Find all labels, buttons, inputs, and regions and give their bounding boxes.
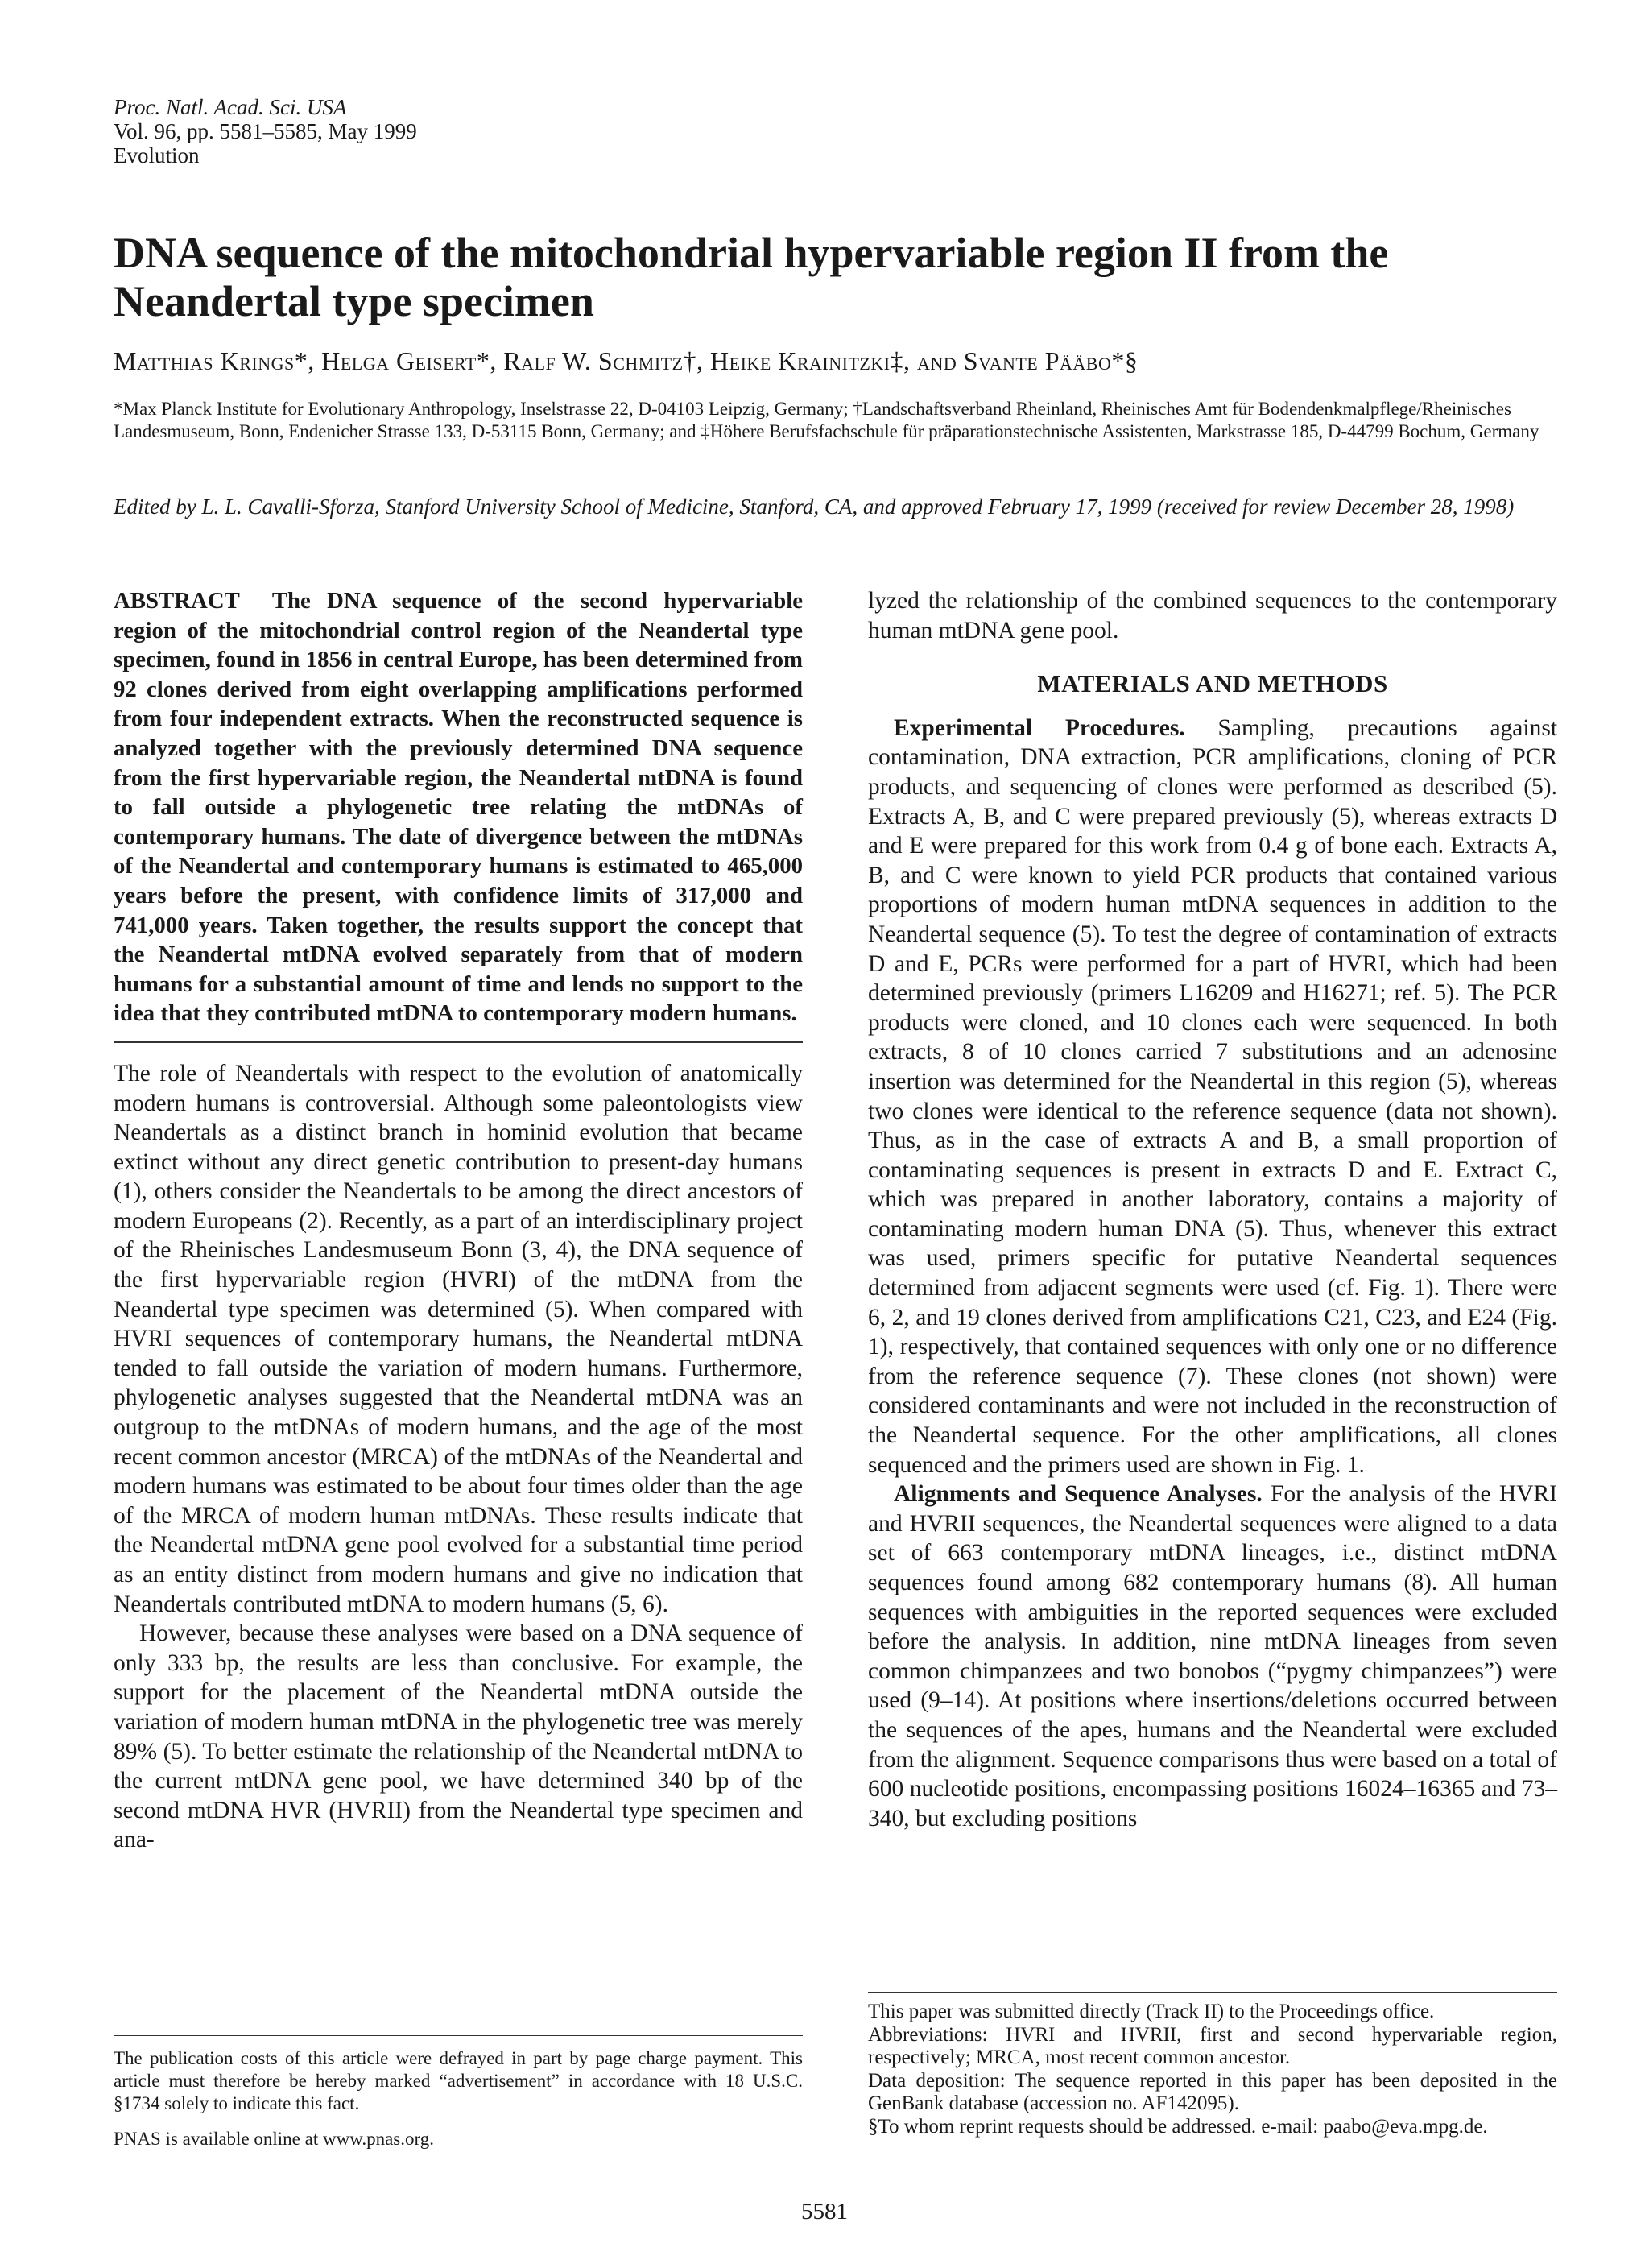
left-footnotes: [114, 2035, 803, 2163]
alignments-label: Alignments and Sequence Analyses.: [894, 1481, 1263, 1508]
publication-costs-note: The publication costs of this article were defrayed in part by page charge payment. This article must therefore be hereby marked “advertisement” in accordance with 18 U.S.C. §1734 solely to indicate this fact.: [114, 2048, 803, 2113]
intro-paragraph-2: However, because these analyses were based on a DNA sequence of only 333 bp, the results are less than conclusive. For example, the support for the placement of the Neandertal mtDNA outside the variation of modern human mtDNA in the phylogenetic tree was merely 89% (5). To better estimate the relationship of the Neandertal mtDNA to the current mtDNA gene pool, we have determined 340 bp of the second mtDNA HVR (HVRII) from the Neandertal type specimen and ana-: [114, 1620, 803, 1853]
experimental-procedures-label: Experimental Procedures.: [894, 714, 1185, 741]
volume-line: Vol. 96, pp. 5581–5585, May 1999: [114, 119, 417, 143]
edited-by: Edited by L. L. Cavalli-Sforza, Stanford University School of Medicine, Stanford, CA, and approved February 17, 1999 (received for review December 28, 1998): [114, 495, 1515, 519]
footnote-rule: [868, 1992, 1557, 1993]
abbreviations-note: Abbreviations: HVRI and HVRII, first and second hypervariable region, respectively; MRCA, most recent common ancestor.: [868, 2023, 1557, 2068]
page-number: 5581: [801, 2199, 848, 2225]
paper-title: DNA sequence of the mitochondrial hypervariable region II from the Neandertal type specimen: [114, 229, 1389, 325]
alignments-paragraph: [868, 1480, 1557, 1833]
intro-paragraph-1: The role of Neandertals with respect to the evolution of anatomically modern humans is controversial. Although some paleontologists view Neandertals as a distinct branch in hominid evolution that became extinct without any direct genetic contribution to present-day humans (1), others consider the Neandertals to be among the direct ancestors of modern Europeans (2). Recently, as a part of an interdisciplinary project of the Rheinisches Landesmuseum Bonn (3, 4), the DNA sequence of the first hypervariable region (HVRI) of the mtDNA from the Neandertal type specimen was determined (5). When compared with HVRI sequences of contemporary humans, the Neandertal mtDNA tended to fall outside the variation of modern humans. Furthermore, phylogenetic analyses suggested that the Neandertal mtDNA was an outgroup to the mtDNAs of modern humans, and the age of the most recent common ancestor (MRCA) of the mtDNAs of the Neandertal and modern humans was estimated to be about four times older than the age of the MRCA of modern human mtDNAs. These results indicate that the Neandertal mtDNA gene pool evolved for a substantial time period as an entity distinct from modern humans and give no indication that Neandertals contributed mtDNA to modern humans (5, 6).: [114, 1060, 803, 1617]
submission-note: This paper was submitted directly (Track II) to the Proceedings office.: [868, 2001, 1435, 2022]
left-column: [114, 586, 803, 1855]
right-footnotes: [868, 1992, 1557, 2138]
abstract-rule: [114, 1041, 803, 1043]
journal-title: Proc. Natl. Acad. Sci. USA: [114, 95, 347, 119]
right-column: [868, 586, 1557, 1833]
footnote-rule: [114, 2035, 803, 2036]
intro-paragraph-2-continued: lyzed the relationship of the combined sequences to the contemporary human mtDNA gene pool.: [868, 588, 1557, 644]
experimental-procedures-text: Sampling, precautions against contamination, DNA extraction, PCR amplifications, cloning of PCR products, and sequencing of clones were performed as described (5). Extracts A, B, and C were prepared previously (5), whereas extracts D and E were prepared for this work from 0.4 g of bone each. Extracts A, B, and C were known to yield PCR products that contained various proportions of modern human mtDNA sequences in addition to the Neandertal sequence (5). To test the degree of contamination of extracts D and E, PCRs were performed for a part of HVRI, which had been determined previously (primers L16209 and H16271; ref. 5). The PCR products were cloned, and 10 clones each were sequenced. In both extracts, 8 of 10 clones carried 7 substitutions and an adenosine insertion was determined for the Neandertal in this region (5), whereas two clones were identical to the reference sequence (data not shown). Thus, as in the case of extracts A and B, a small proportion of contaminating sequences is present in extracts D and E. Extract C, which was prepared in another laboratory, contains a majority of contaminating modern human DNA (5). Thus, whenever this extract was used, primers specific for putative Neandertal sequences determined from adjacent segments were used (cf. Fig. 1). There were 6, 2, and 19 clones derived from amplifications C21, C23, and E24 (Fig. 1), respectively, that contained sequences with only one or no difference from the reference sequence (7). These clones (not shown) were considered contaminants and were not included in the reconstruction of the Neandertal sequence. For the other amplifications, all clones sequenced and the primers used are shown in Fig. 1.: [868, 714, 1558, 1478]
affiliations: *Max Planck Institute for Evolutionary Anthropology, Inselstrasse 22, D-04103 Leipzig, Germany; †Landschaftsverband Rheinland, Rheinisches Amt für Bodendenkmalpflege/Rheinisches Landesmuseum, Bonn, Endenicher Strasse 133, D-53115 Bonn, Germany; and ‡Höhere Berufsfachschule für präparationstechnische Assistenten, Markstrasse 185, D-44799 Bochum, Germany: [114, 399, 1539, 441]
author-list: Matthias Krings*, Helga Geisert*, Ralf W. Schmitz†, Heike Krainitzki‡, and Svante Pääbo*§: [114, 346, 1139, 375]
section-heading-methods: MATERIALS AND METHODS: [1037, 669, 1388, 698]
journal-header: [114, 95, 417, 168]
data-deposition-note: Data deposition: The sequence reported in this paper has been deposited in the GenBank database (accession no. AF142095).: [868, 2069, 1557, 2114]
section-label: Evolution: [114, 143, 200, 168]
abstract-label: ABSTRACT: [114, 588, 240, 614]
abstract: [114, 586, 803, 1028]
alignments-text: For the analysis of the HVRI and HVRII sequences, the Neandertal sequences were aligned to a data set of 663 contemporary mtDNA lineages, i.e., distinct mtDNA sequences found among 682 contemporary humans (8). All human sequences with ambiguities in the reported sequences were excluded before the analysis. In addition, nine mtDNA lineages from seven common chimpanzees and two bonobos (“pygmy chimpanzees”) were used (9–14). At positions where insertions/deletions occurred between the sequences of the apes, humans and the Neandertal were excluded from the alignment. Sequence comparisons thus were based on a total of 600 nucleotide positions, encompassing positions 16024–16365 and 73–340, but excluding positions: [868, 1481, 1558, 1831]
pnas-online-note: PNAS is available online at www.pnas.org.: [114, 2129, 434, 2149]
abstract-text: The DNA sequence of the second hypervariable region of the mitochondrial control region of the Neandertal type specimen, found in 1856 in central Europe, has been determined from 92 clones derived from eight overlapping amplifications performed from four independent extracts. When the reconstructed sequence is analyzed together with the previously determined DNA sequence from the first hypervariable region, the Neandertal mtDNA is found to fall outside a phylogenetic tree relating the mtDNAs of contemporary humans. The date of divergence between the mtDNAs of the Neandertal and contemporary humans is estimated to 465,000 years before the present, with confidence limits of 317,000 and 741,000 years. Taken together, the results support the concept that the Neandertal mtDNA evolved separately from that of modern humans for a substantial amount of time and lends no support to the idea that they contributed mtDNA to contemporary modern humans.: [114, 588, 803, 1027]
reprint-note: §To whom reprint requests should be addressed. e-mail: paabo@eva.mpg.de.: [868, 2115, 1488, 2138]
experimental-procedures-paragraph: [868, 714, 1557, 1480]
